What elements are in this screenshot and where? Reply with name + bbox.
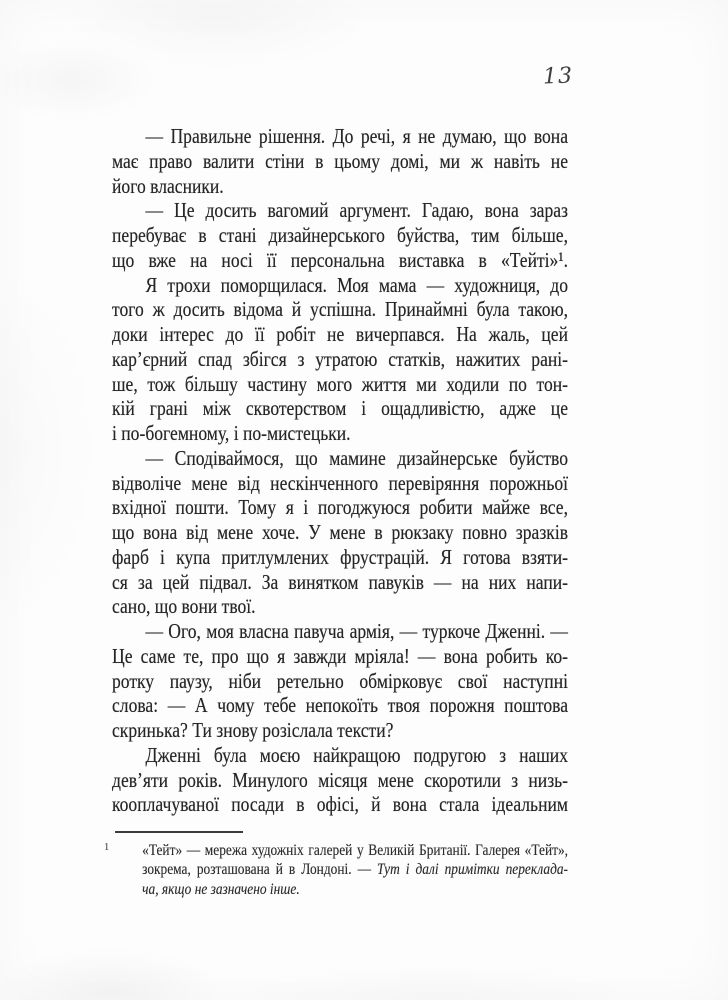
body-line: — Правильне рішення. До речі, я не думаю, що вона <box>145 124 569 148</box>
body-text-lines <box>112 124 568 817</box>
footnote-italic-text: ча, якщо не зазначено інше. <box>142 880 300 898</box>
body-line: — Сподіваймося, що мамине дизайнерське буйство <box>145 445 569 470</box>
body-line: має право валити стіни в цьому домі, ми ж навіть не <box>112 148 569 173</box>
footnote-text: зокрема, розташована й в Лондоні. — <box>142 861 378 879</box>
footnote-marker: 1 <box>104 842 110 853</box>
body-line: ся за цей підвал. За винятком павуків — на них напи- <box>112 569 569 594</box>
body-line: Я трохи поморщилася. Моя мама — художниця, до <box>145 272 569 297</box>
footnote <box>112 841 568 899</box>
body-line: відволіче мене від нескінченного перевіряння порожньої <box>112 470 569 495</box>
body-line: фарб і купа притлумлених фрустрацій. Я готова взяти- <box>112 544 569 569</box>
body-line: — Ого, моя власна павуча армія, — туркоче Дженні. — <box>145 619 569 643</box>
body-line: вхідної пошти. Тому я і погоджуюся робити майже все, <box>112 495 569 520</box>
body-line: кооплачуваної посади в офісі, й вона стала ідеальним <box>112 792 569 817</box>
body-line: кій грані між сквотерством і ощадливістю, адже це <box>112 396 569 421</box>
body-line: ротку паузу, ніби ретельно обмірковує свої наступні <box>112 668 569 693</box>
body-line: Це саме те, про що я завжди мріяла! — вона робить ко- <box>112 643 569 668</box>
footnote-text: «Тейт» — мережа художніх галерей у Великій Британії. Галерея «Тейт», <box>142 842 569 859</box>
footnote-rule <box>115 831 243 833</box>
body-line: перебуває в стані дизайнерського буйства, тим більше, <box>112 223 569 247</box>
body-line: слова: — А чому тебе непокоїть твоя порожня поштова <box>112 693 569 718</box>
footnote-lines <box>112 841 568 899</box>
footnote-line <box>112 860 568 879</box>
footnote-line <box>112 880 568 899</box>
body-line: Дженні була моєю найкращою подругою з наших <box>145 742 569 767</box>
body-line: що вже на носі її персональна виставка в «Тейті»¹. <box>112 247 569 272</box>
body-line: його власники. <box>112 173 224 198</box>
body-line: дев’яти років. Минулого місяця мене скоротили з низь- <box>112 767 569 792</box>
body-line: — Це досить вагомий аргумент. Гадаю, вона зараз <box>145 198 569 223</box>
page-number: 13 <box>542 63 574 90</box>
body-line: того ж досить відома й успішна. Принаймні була такою, <box>112 297 569 322</box>
body-line: сано, що вони твої. <box>112 594 256 619</box>
body-line: кар’єрний спад збігся з утратою статків, нажитих рані- <box>112 346 569 371</box>
body-text <box>112 124 568 817</box>
body-line: що вона від мене хоче. У мене в рюкзаку повно зразків <box>112 520 569 544</box>
body-line: доки інтерес до її робіт не вичерпався. На жаль, цей <box>112 322 569 346</box>
footnote-line <box>112 841 568 860</box>
footnote-italic-text: Тут і далі примітки переклада- <box>377 861 569 879</box>
body-line: скринька? Ти знову розіслала тексти? <box>112 718 394 742</box>
body-line: ше, тож більшу частину мого життя ми ходили по тон- <box>112 371 569 396</box>
body-line: і по-богемному, і по-мистецьки. <box>112 421 351 445</box>
